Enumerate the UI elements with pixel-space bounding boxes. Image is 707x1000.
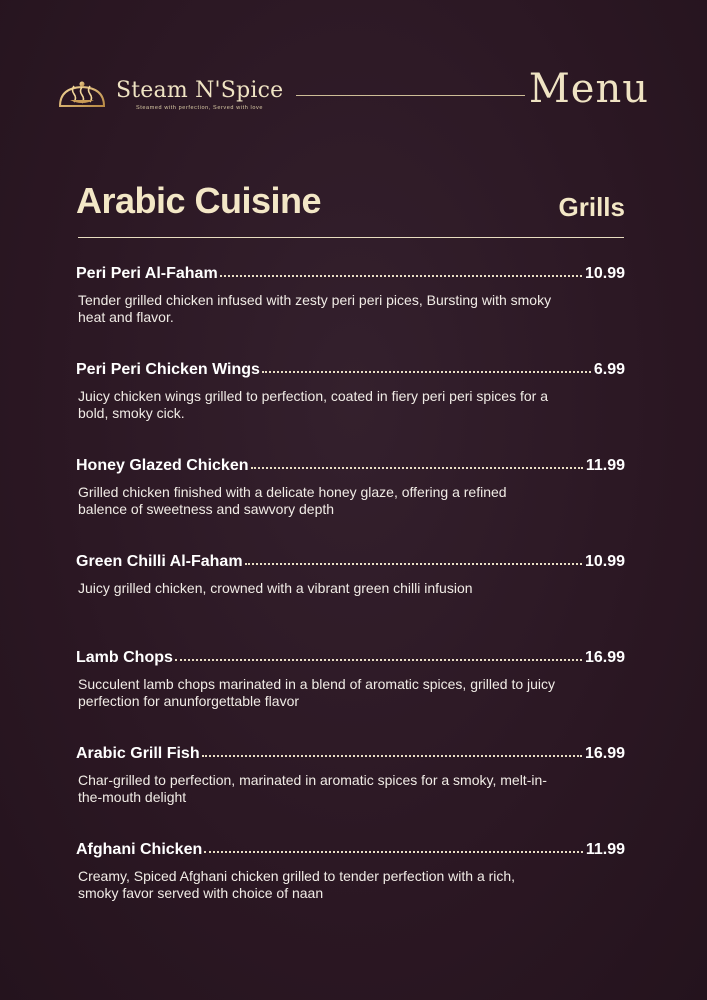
- menu-item-name: Arabic Grill Fish: [76, 745, 200, 762]
- brand-tagline: Steamed with perfection, Served with love: [136, 105, 264, 111]
- menu-item: [76, 840, 625, 936]
- menu-item: [76, 744, 625, 840]
- dot-leader: [220, 263, 582, 277]
- menu-header: [56, 66, 649, 120]
- menu-item-description: Creamy, Spiced Afghani chicken grilled to tender perfection with a rich, smoky favor served with choice of naan: [78, 868, 516, 901]
- dot-leader: [202, 743, 582, 757]
- menu-item-name: Peri Peri Chicken Wings: [76, 361, 260, 378]
- dot-leader: [204, 839, 583, 853]
- menu-item: [76, 456, 625, 552]
- menu-item-name: Honey Glazed Chicken: [76, 457, 249, 474]
- menu-item: [76, 552, 625, 648]
- menu-item-list: [76, 264, 625, 936]
- brand-block: [116, 78, 283, 111]
- menu-item-name: Lamb Chops: [76, 649, 173, 666]
- menu-item-name: Afghani Chicken: [76, 841, 203, 858]
- menu-item-name: Peri Peri Al-Faham: [76, 265, 218, 282]
- menu-item-price: 10.99: [584, 265, 625, 282]
- header-divider: [296, 95, 525, 96]
- menu-item-price: 11.99: [585, 457, 625, 474]
- menu-item-name: Green Chilli Al-Faham: [76, 553, 243, 570]
- menu-item: [76, 648, 625, 744]
- menu-item-price: 6.99: [593, 361, 625, 378]
- menu-item-description: Juicy grilled chicken, crowned with a vibrant green chilli infusion: [78, 580, 473, 596]
- section-title: Arabic Cuisine: [76, 180, 322, 221]
- cloche-steam-logo-icon: [56, 76, 108, 116]
- menu-item-price: 16.99: [584, 649, 625, 666]
- menu-item: [76, 360, 625, 456]
- menu-item-price: 16.99: [584, 745, 625, 762]
- brand-name: Steam N'Spice: [116, 78, 284, 103]
- section-subtitle: Grills: [558, 192, 625, 222]
- dot-leader: [251, 455, 583, 469]
- menu-item-description: Succulent lamb chops marinated in a blend of aromatic spices, grilled to juicy perfection for anunforgettable flavor: [78, 676, 556, 709]
- dot-leader: [262, 359, 591, 373]
- menu-item: [76, 264, 625, 360]
- dot-leader: [245, 551, 582, 565]
- menu-heading: Menu: [528, 66, 649, 112]
- menu-item-description: Char-grilled to perfection, marinated in aromatic spices for a smoky, melt-in-the-mouth delight: [78, 772, 547, 805]
- menu-item-description: Grilled chicken finished with a delicate honey glaze, offering a refined balence of sweetness and sawvory depth: [78, 484, 507, 517]
- menu-item-price: 10.99: [584, 553, 625, 570]
- menu-item-description: Juicy chicken wings grilled to perfection, coated in fiery peri peri spices for a bold, smoky cick.: [78, 388, 548, 421]
- menu-item-price: 11.99: [585, 841, 625, 858]
- dot-leader: [175, 647, 582, 661]
- section-divider: [78, 237, 624, 238]
- menu-item-description: Tender grilled chicken infused with zesty peri peri pices, Bursting with smoky heat and flavor.: [78, 292, 552, 325]
